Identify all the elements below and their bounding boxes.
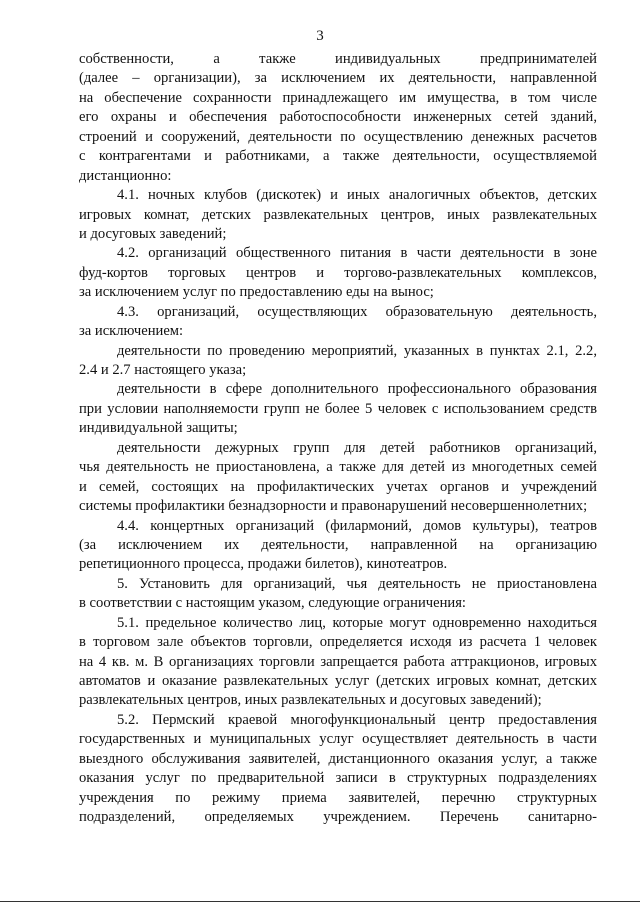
text-line: системы профилактики безнадзорности и правонарушений несовершеннолетних;	[79, 498, 588, 515]
text-line: индивидуальной защиты;	[79, 420, 238, 437]
text-line: деятельности в сфере дополнительного профессионального образования	[117, 381, 597, 398]
text-line: государственных и муниципальных услуг осуществляет деятельность в части	[79, 731, 597, 748]
text-line: дистанционно:	[79, 167, 172, 184]
text-line: на 4 кв. м. В организациях торговли запрещается работа аттракционов, игровых	[79, 653, 597, 670]
text-line: в торговом зале объектов торговли, определяется исходя из расчета 1 человек	[79, 634, 597, 651]
text-line: (за исключением их деятельности, направленной на организацию	[79, 536, 597, 553]
bottom-rule	[0, 901, 640, 902]
text-line: 4.3. организаций, осуществляющих образовательную деятельность,	[117, 303, 597, 320]
text-line: автоматов и оказание развлекательных услуг (детских игровых комнат, детских	[79, 673, 597, 689]
text-line: и семей, состоящих на профилактических учетах органов и учреждений	[79, 478, 597, 495]
text-line: за исключением:	[79, 323, 184, 340]
text-line: и досуговых заведений;	[79, 225, 227, 242]
text-line: 5. Установить для организаций, чья деятельность не приостановлена	[117, 575, 597, 592]
text-line: при условии наполняемости групп не более 5 человек с использованием средств	[79, 400, 597, 417]
text-line: 4.1. ночных клубов (дискотек) и иных аналогичных объектов, детских	[117, 187, 597, 204]
text-line: собственности, а также индивидуальных предпринимателей	[79, 51, 597, 67]
text-line: деятельности по проведению мероприятий, указанных в пунктах 2.1, 2.2,	[117, 342, 597, 359]
text-line: деятельности дежурных групп для детей работников организаций,	[117, 439, 597, 456]
text-line: 5.2. Пермский краевой многофункциональный центр предоставления	[117, 711, 597, 728]
document-body	[79, 50, 597, 828]
text-line: 5.1. предельное количество лиц, которые могут одновременно находиться	[117, 614, 597, 631]
text-line: оказания услуг по предварительной записи в структурных подразделениях	[79, 770, 597, 787]
text-line: репетиционного процесса, продажи билетов), кинотеатров.	[79, 556, 448, 573]
text-line: фуд-кортов торговых центров и торгово-развлекательных комплексов,	[79, 264, 597, 281]
text-line: чья деятельность не приостановлена, а также для детей из многодетных семей	[79, 459, 597, 476]
text-line: за исключением услуг по предоставлению еды на вынос;	[79, 284, 434, 301]
text-line: учреждения по режиму приема заявителей, перечню структурных	[79, 789, 597, 806]
text-line: подразделений, определяемых учреждением. Перечень санитарно-	[79, 809, 597, 826]
text-line: строений и сооружений, деятельности по осуществлению денежных расчетов	[79, 128, 597, 145]
text-line: его охраны и обеспечения работоспособности инженерных сетей зданий,	[79, 109, 597, 126]
text-line: на обеспечение сохранности принадлежащего им имущества, в том числе	[79, 89, 597, 106]
text-line: в соответствии с настоящим указом, следующие ограничения:	[79, 595, 466, 612]
text-line: развлекательных центров, иных развлекательных и досуговых заведений);	[79, 692, 542, 709]
text-line: выездного обслуживания заявителей, дистанционного оказания услуг, а также	[79, 750, 597, 767]
text-line: с контрагентами и работниками, а также деятельности, осуществляемой	[79, 148, 597, 165]
text-line: игровых комнат, детских развлекательных центров, иных развлекательных	[79, 206, 597, 223]
text-line: 4.4. концертных организаций (филармоний, домов культуры), театров	[117, 517, 597, 534]
text-line: 4.2. организаций общественного питания в части деятельности в зоне	[117, 245, 597, 262]
text-line: 2.4 и 2.7 настоящего указа;	[79, 362, 247, 378]
page-number: 3	[316, 28, 324, 44]
text-line: (далее – организации), за исключением их деятельности, направленной	[79, 70, 597, 87]
